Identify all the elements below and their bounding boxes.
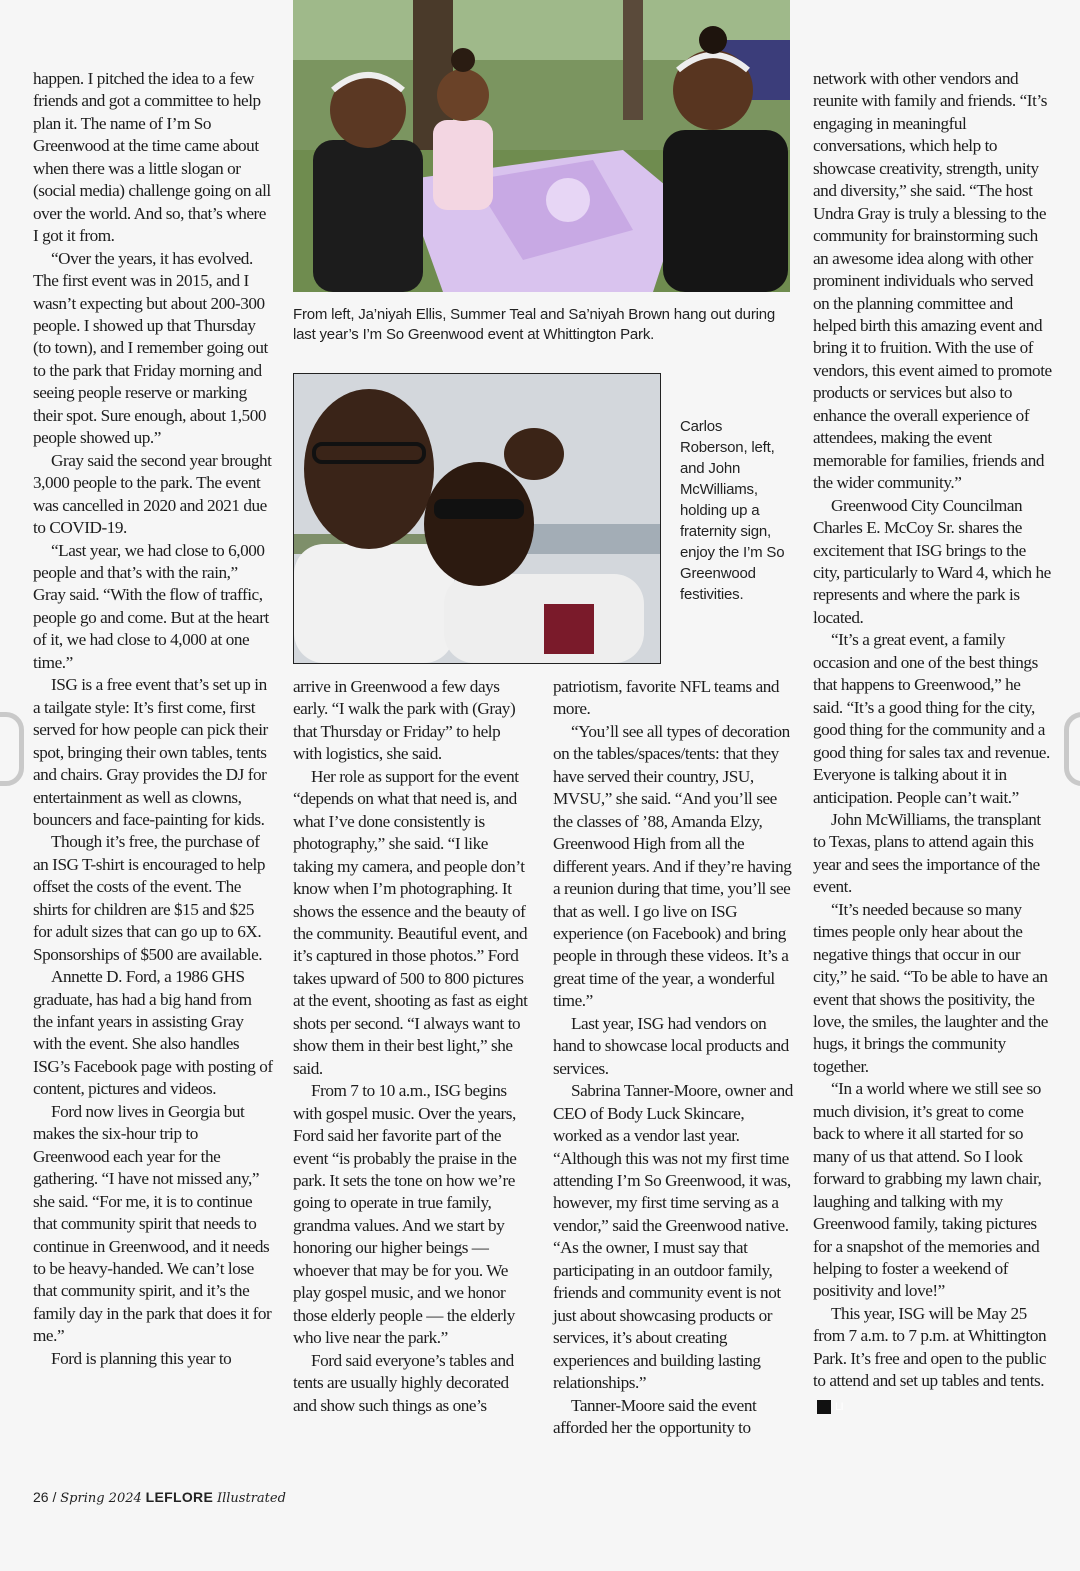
paragraph-text: This year, ISG will be May 25 from 7 a.m. to 7 p.m. at Whittington Park. It’s free and open to the public to attend and set up tables and tents.: [813, 1303, 1047, 1391]
photo-caption-mid: Carlos Roberson, left, and John McWilliams, holding up a fraternity sign, enjoy the I’m So Greenwood festivities.: [680, 418, 785, 603]
article-column-3: [553, 676, 793, 1439]
article-column-1: [33, 68, 273, 1370]
paragraph: “In a world where we still see so much division, it’s great to come back to where it all started for so many of us that attend. So I look forward to grabbing my lawn chair, laughing and talking with my Greenwood family, taking pictures for a snapshot of the memories and helping to foster a weekend of positivity and love!”: [813, 1079, 1042, 1301]
photo-girls-illustration: [293, 0, 790, 292]
article-column-2: [293, 676, 531, 1417]
paragraph: Though it’s free, the purchase of an ISG T-shirt is encouraged to help offset the costs of the event. The shirts for children are $15 and $25 for adult sizes that can go up to 6X. Sponsorships of $500 are available.: [33, 832, 266, 964]
page-footer: [33, 1489, 286, 1506]
paragraph: Last year, ISG had vendors on hand to showcase local products and services.: [553, 1013, 789, 1078]
paragraph: Annette D. Ford, a 1986 GHS graduate, has had a big hand from the infant years in assisting Gray with the event. She also handles ISG’s Facebook page with posting of content, pictures and videos.: [33, 967, 273, 1099]
end-mark-icon: LI: [817, 1400, 831, 1414]
paragraph: [813, 1303, 1053, 1415]
paragraph: Tanner-Moore said the event afforded her the opportunity to: [553, 1395, 757, 1437]
paragraph: network with other vendors and reunite with family and friends. “It’s engaging in meaningful conversations, which help to showcase creativity, strength, unity and diversity,” she said. “The host Undra Gray is truly a blessing to the community for brainstorming such an awesome idea along with other prominent individuals who served on the planning committee and helped birth this amazing event and bring it to fruition. With the use of vendors, this event aimed to promote products or services but also to enhance the overall experience of attendees, making the event memorable for families, friends and the wider community.”: [813, 69, 1052, 493]
magazine-brand-script: Illustrated: [216, 1491, 286, 1506]
paragraph: Ford said everyone’s tables and tents are usually highly decorated and show such things as one’s: [293, 1350, 514, 1415]
photo-two-men: [293, 373, 661, 664]
paragraph: ISG is a free event that’s set up in a tailgate style: It’s first come, first served for how people can pick their spot, bringing their own tables, tents and chairs. Gray provides the DJ for entertainment as well as clowns, bouncers and face-painting for kids.: [33, 675, 268, 829]
page-binding-ring-right: [1064, 712, 1080, 786]
paragraph: “It’s needed because so many times people only hear about the negative things that occur in our city,” he said. “To be able to have an event that shows the positivity, the love, the smiles, the laughter and the hugs, it brings the community together.: [813, 899, 1048, 1076]
paragraph: Her role as support for the event “depends on what that need is, and what I’ve done consistently is photography,” she said. “I like taking my camera, and people don’t know when I’m photographing. It shows the essence and the beauty of the community. Beautiful event, and it’s captured in those photos.” Ford takes upward of 500 to 800 pictures at the event, shooting as fast as eight shots per second. “I always want to show them in their best light,” she said.: [293, 766, 528, 1078]
paragraph: Ford is planning this year to: [51, 1348, 232, 1368]
paragraph: happen. I pitched the idea to a few friends and got a committee to help plan it. The name of I’m So Greenwood at the time came about when there was a little slogan or (social media) challenge going on all over the world. And so, that’s where I got it from.: [33, 69, 271, 246]
paragraph: patriotism, favorite NFL teams and more.: [553, 677, 780, 719]
paragraph: “Last year, we had close to 6,000 people and that’s with the rain,” Gray said. “With the flow of traffic, people go and come. But at the heart of it, we had close to 4,000 at one time.”: [33, 540, 269, 672]
paragraph: Greenwood City Councilman Charles E. McCoy Sr. shares the excitement that ISG brings to the city, particularly to Ward 4, which he represents and where the park is located.: [813, 495, 1051, 627]
paragraph: “It’s a great event, a family occasion and one of the best things that happens to Greenwood,” he said. “It’s a good thing for the city, good thing for the community and a good thing for sales tax and revenue. Everyone is talking about it in anticipation. People can’t wait.”: [813, 630, 1050, 807]
paragraph: John McWilliams, the transplant to Texas, plans to attend again this year and sees the importance of the event.: [813, 809, 1041, 897]
footer-separator: /: [52, 1489, 61, 1505]
page-binding-ring-left: [0, 712, 24, 786]
issue-season: Spring 2024: [60, 1491, 142, 1506]
photo-men-illustration: [294, 374, 660, 663]
article-column-4: [813, 68, 1053, 1415]
paragraph: “Over the years, it has evolved. The first event was in 2015, and I wasn’t expecting but about 200-300 people. I showed up that Thursday (to town), and I remember going out to the park that Friday morning and seeing people reserve or marking their spot. Sure enough, about 1,500 people showed up.”: [33, 248, 268, 448]
paragraph: arrive in Greenwood a few days early. “I walk the park with (Gray) that Thursday or Friday” to help with logistics, she said.: [293, 677, 516, 764]
paragraph: Ford now lives in Georgia but makes the six-hour trip to Greenwood each year for the gathering. “I have not missed any,” she said. “For me, it is to continue that community spirit that needs to continue in Greenwood, and it needs to be heavy-handed. We can’t lose that community spirit, and it’s the family day in the park that does it for me.”: [33, 1101, 272, 1346]
paragraph: Sabrina Tanner-Moore, owner and CEO of Body Luck Skincare, worked as a vendor last year. “Although this was not my first time attending I’m So Greenwood, it was, however, my first time serving as a vendor,” said the Greenwood native. “As the owner, I must say that participating in an outdoor family, friends and community event is not just about showcasing products or services, it’s about creating experiences and building lasting relationships.”: [553, 1081, 793, 1393]
paragraph: Gray said the second year brought 3,000 people to the park. The event was cancelled in 2020 and 2021 due to COVID-19.: [33, 450, 272, 538]
photo-girls-at-park: [293, 0, 790, 292]
magazine-brand: LEFLORE: [145, 1489, 214, 1505]
photo-caption-top: From left, Ja’niyah Ellis, Summer Teal and Sa’niyah Brown hang out during last year’s I’m So Greenwood event at Whittington Park.: [293, 306, 776, 343]
paragraph: “You’ll see all types of decoration on the tables/spaces/tents: that they have served their country, JSU, MVSU,” she said. “And you’ll see the classes of ’88, Amanda Elzy, Greenwood High from all the different years. And if they’re having a reunion during that time, you’ll see that as well. I go live on ISG experience (on Facebook) and bring people in through these videos. It’s a great time of the year, a wonderful time.”: [553, 721, 792, 1011]
page-number: 26: [33, 1489, 49, 1505]
paragraph: From 7 to 10 a.m., ISG begins with gospel music. Over the years, Ford said her favorite part of the event “is probably the praise in the park. It sets the tone on how we’re going to operate in true family, grandma values. And we start by honoring our higher beings — whoever that may be for you. We play gospel music, and we honor those elderly people — the elderly who live near the park.”: [293, 1081, 517, 1348]
